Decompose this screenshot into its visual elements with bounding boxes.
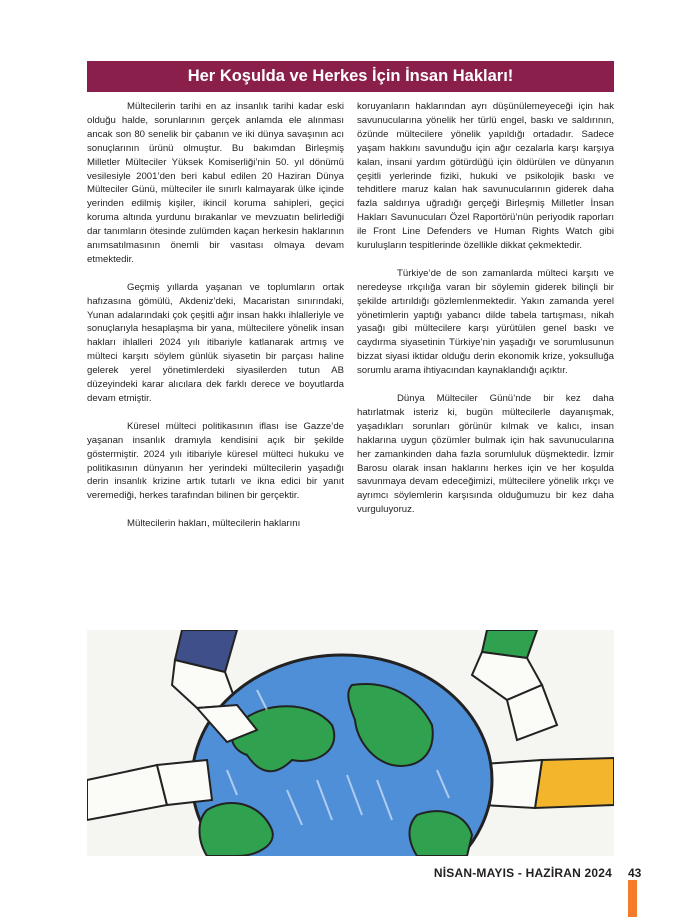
article-title: Her Koşulda ve Herkes İçin İnsan Hakları! xyxy=(187,67,514,85)
paragraph: Türkiye’de de son zamanlarda mülteci karşıtı ve neredeyse ırkçılığa varan bir söylemin giderek bilinçli bir şekilde artırıldığı gözlemlenmektedir. Yakın zamanda yerel yönetimlerin yaptığı yabancı dilde tabela tartışması, nikah yasağı gibi mültecilere karşı yürütülen genel baskı ve caydırma siyasetinin Türkiye’nin yaşadığı ve sorumlusunun bizzat siyasi iktidar olduğu derin ekonomik krize, yoksulluğa sorumlu arama ihtiyacından kaynaklandığı açıktır. xyxy=(357,267,614,377)
fingers-left xyxy=(157,760,212,805)
yellow-sleeve xyxy=(535,758,614,808)
paragraph: Küresel mülteci politikasının iflası ise Gazze’de yaşanan insanlık dramıyla kendisini açık bir şekilde göstermiştir. 2024 yılı itibariyle küresel mülteci hukuku ve politikasının dünyanın her yerindeki mültecilerin yaşadığı derin insanlık krizine artık tutarlı ve ikna edici bir yanıt veremediği, herkes tarafından bilinen bir gerçektir. xyxy=(87,420,344,502)
paragraph: Dünya Mülteciler Günü’nde bir kez daha hatırlatmak isteriz ki, bugün mültecilerle dayanışmak, yaşadıkları sorunları görünür kılmak ve kalıcı, insan haklarına uygun çözümler bulmak için hak savunucularına her zamankinden daha fazla sorumluluk düşmektedir. İzmir Barosu olarak insan haklarını herkes için ve her koşulda savunmaya devam edeceğimizi, mültecilere yönelik ırkçı ve ayrımcı söylemlerin karşısında olduğumuzu bir kez daha vurguluyoruz. xyxy=(357,393,614,516)
globe-drawing xyxy=(87,630,614,856)
page-number: 43 xyxy=(628,866,642,880)
arm-left xyxy=(87,765,167,820)
paragraph: koruyanların haklarından ayrı düşünülemeyeceği için hak savunucularına yönelik her türlü engel, baskı ve saldırının, özünde mültecilere yönelik yapıldığı ortadadır. Sadece yaşam hakkını savunduğu için ağır cezalarla karşı karşıya kalan, insani yardım götürdüğü için öldürülen ve dünyanın çeşitli yerlerinde fiziki, hukuki ve psikolojik baskı ve tehditlere maruz kalan hak savunucularının giderek daha fazla saldırıya uğradığı gerçeği Birleşmiş Milletler İnsan Hakları Savunucuları Özel Raportörü’nün periyodik raporları ile Front Line Defenders ve Human Rights Watch gibi kuruluşların tespitlerinde özellikle dikkat çekmektedir. xyxy=(357,101,614,252)
right-column xyxy=(357,100,614,517)
article-title-bar xyxy=(87,61,614,92)
left-column xyxy=(87,100,344,531)
paragraph: Geçmiş yıllarda yaşanan ve toplumların ortak hafızasına gömülü, Akdeniz’deki, Macaristan sınırındaki, Yunan adalarındaki çok çeşitli ağır insan hakkı ihlalleriyle ve sonuçlarıyla hesaplaşma bir yana, mültecilere yönelik insan hakları ihlalleri 2024 yılı itibariyle katlanarak artmış ve mülteci karşıtı söylem günlük siyasetin bir parçası haline gelerek yerel yönetimlerdeki siyasilerden tutun AB düzeyindeki karar alıcılara dek farklı derece ve boyutlarda devam etmiştir. xyxy=(87,281,344,405)
page-accent-bar xyxy=(628,880,637,917)
paragraph: Mültecilerin tarihi en az insanlık tarihi kadar eski olduğu halde, sorunlarının gerçek anlamda ele alınması ancak son 80 senelik bir çabanın ve iki dünya savaşının acı sonuçlarının ürünü olmuştur. Bu bakımdan Birleşmiş Milletler Mülteciler Yüksek Komiserliği’nin 50. yıl dönümü vesilesiyle 2001’den beri kabul edilen 20 Haziran Dünya Mülteciler Günü, mülteciler ile sınırlı kalmayarak ülke içinde yerinden edilmiş kişiler, ikincil koruma sahipleri, geçici koruma altında yurdunu bırakanlar ve mevzuatın belirlediği dar tanımların ötesinde zulümden kaçan herkesin haklarının anımsatılmasının önemli bir vasıtası olmaya devam etmektedir. xyxy=(87,101,344,265)
globe-hands-illustration xyxy=(87,630,614,856)
paragraph: Mültecilerin hakları, mültecilerin haklarını xyxy=(127,518,301,530)
issue-label: NİSAN-MAYIS - HAZİRAN 2024 xyxy=(433,866,612,880)
